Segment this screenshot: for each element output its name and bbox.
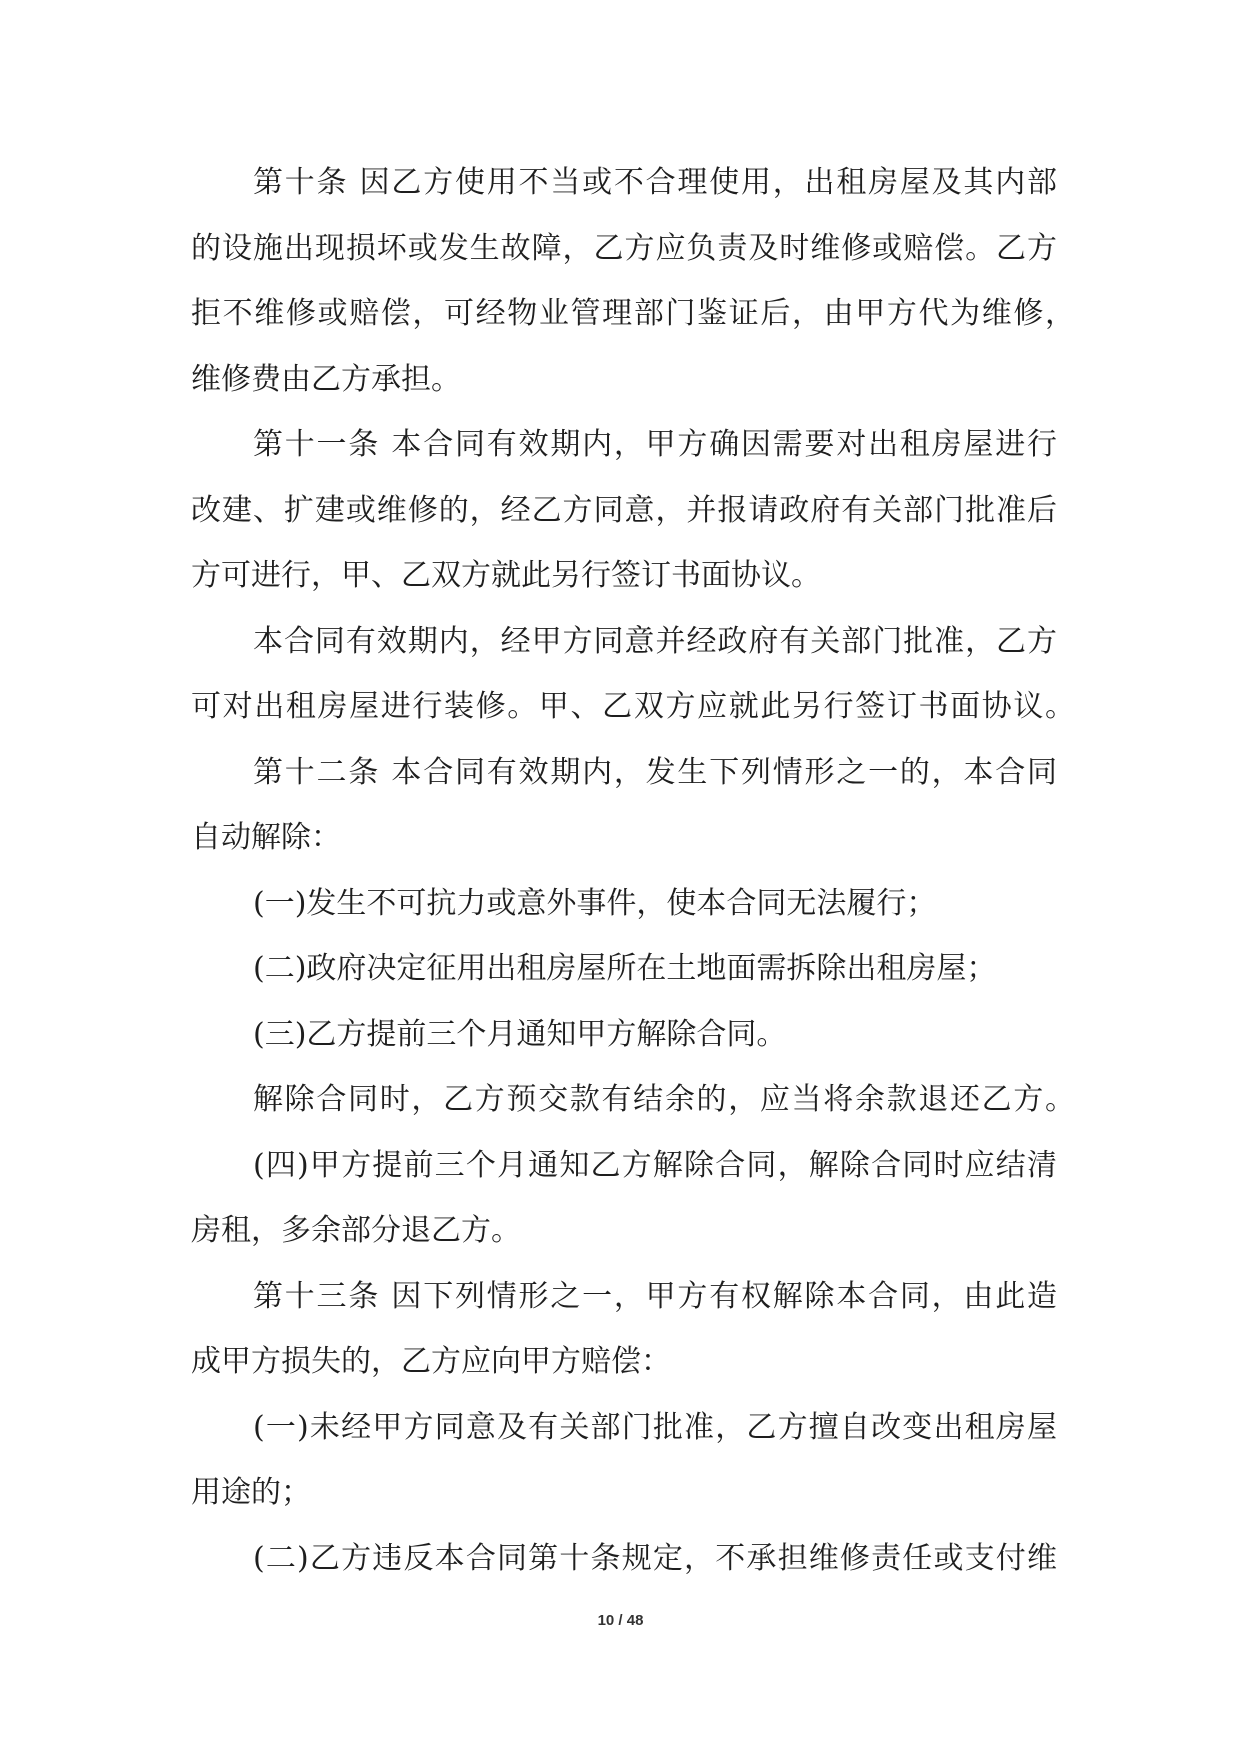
paragraph-article-13: [191, 1264, 1057, 1395]
document-body: [191, 150, 1075, 1591]
text-line: 拒不维修或赔偿，可经物业管理部门鉴证后，由甲方代为维修，: [191, 296, 1075, 331]
paragraph-termination-refund: [191, 1067, 1075, 1133]
paragraph-renovation: [191, 609, 1075, 740]
text-line: 可对出租房屋进行装修。甲、乙双方应就此另行签订书面协议。: [191, 689, 1075, 724]
paragraph-article-10: [191, 150, 1075, 412]
text-line: 用途的；: [191, 1475, 311, 1510]
list-item: [191, 1133, 1057, 1264]
text-line: 第十条 因乙方使用不当或不合理使用，出租房屋及其内部: [253, 165, 1057, 200]
text-line: (一)未经甲方同意及有关部门批准，乙方擅自改变出租房屋: [253, 1409, 1057, 1445]
text-line: 成甲方损失的，乙方应向甲方赔偿：: [191, 1344, 671, 1379]
text-line: 第十一条 本合同有效期内，甲方确因需要对出租房屋进行: [253, 427, 1057, 462]
text-line: (二)乙方违反本合同第十条规定，不承担维修责任或支付维: [253, 1540, 1057, 1576]
text-line: (二)政府决定征用出租房屋所在土地面需拆除出租房屋；: [253, 951, 997, 986]
text-line: 改建、扩建或维修的，经乙方同意，并报请政府有关部门批准后: [191, 492, 1057, 528]
text-line: 的设施出现损坏或发生故障，乙方应负责及时维修或赔偿。乙方: [191, 230, 1057, 266]
list-item: [191, 1395, 1057, 1526]
list-item: [191, 1526, 1057, 1592]
text-line: 解除合同时，乙方预交款有结余的，应当将余款退还乙方。: [253, 1082, 1075, 1117]
text-line: 方可进行，甲、乙双方就此另行签订书面协议。: [191, 558, 821, 593]
text-line: 维修费由乙方承担。: [191, 361, 461, 397]
text-line: 第十三条 因下列情形之一，甲方有权解除本合同，由此造: [253, 1278, 1057, 1314]
text-line: (三)乙方提前三个月通知甲方解除合同。: [253, 1016, 787, 1052]
text-line: 第十二条 本合同有效期内，发生下列情形之一的，本合同: [253, 754, 1057, 790]
text-line: 本合同有效期内，经甲方同意并经政府有关部门批准，乙方: [253, 623, 1057, 659]
paragraph-article-12: [191, 740, 1057, 871]
text-line: 自动解除：: [191, 820, 341, 855]
page-number: 10 / 48: [597, 1612, 644, 1629]
text-line: 房租，多余部分退乙方。: [191, 1213, 521, 1248]
text-line: (四)甲方提前三个月通知乙方解除合同，解除合同时应结清: [253, 1147, 1057, 1183]
list-item: [191, 871, 1057, 937]
list-item: [191, 936, 1057, 1002]
paragraph-article-11: [191, 412, 1057, 609]
text-line: (一)发生不可抗力或意外事件，使本合同无法履行；: [253, 885, 937, 921]
list-item: [191, 1002, 1057, 1068]
